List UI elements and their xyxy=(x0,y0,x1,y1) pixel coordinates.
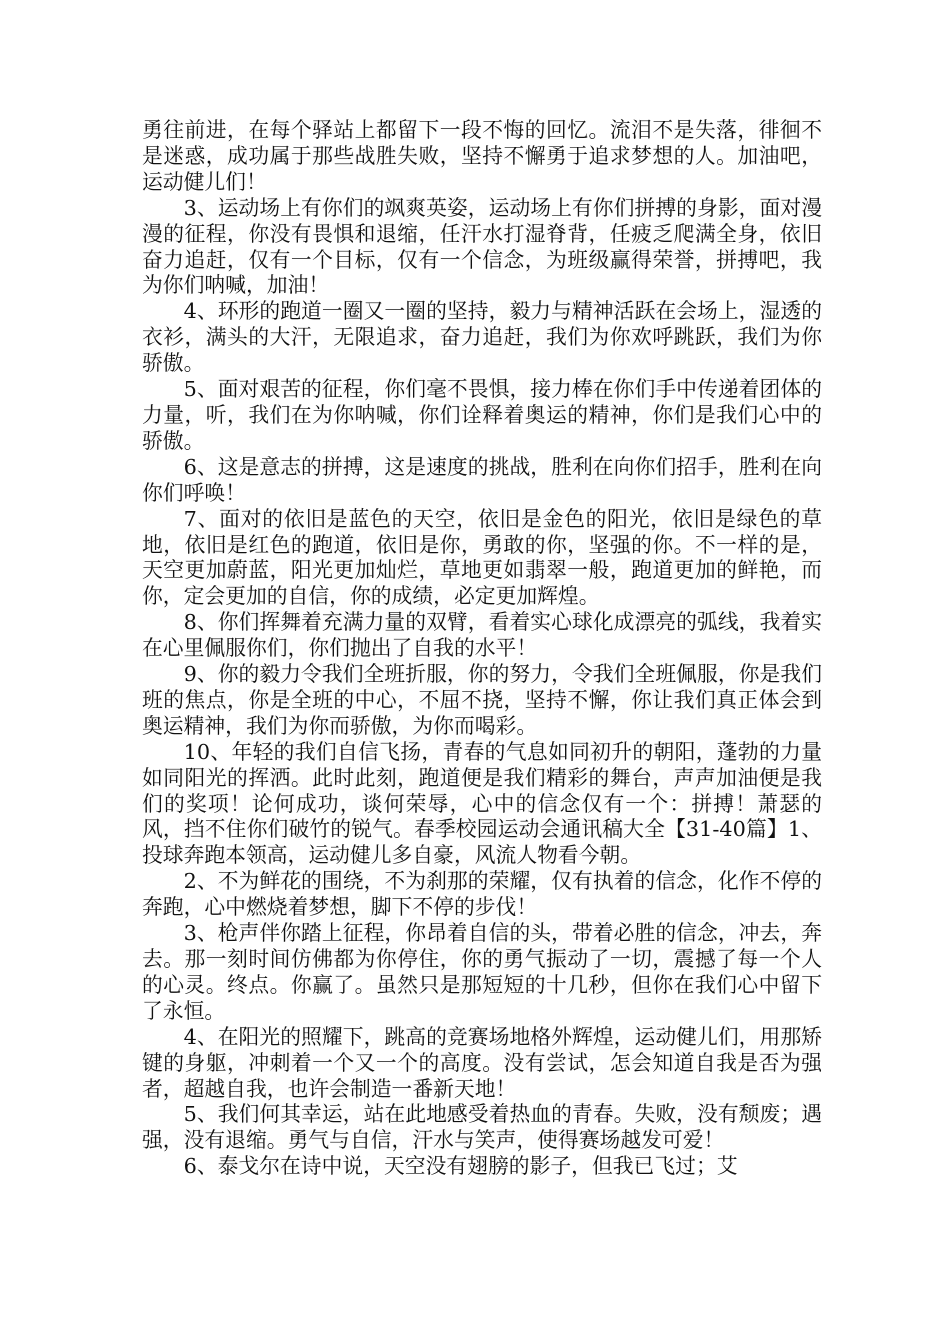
paragraph-item-5b: 5、我们何其幸运，站在此地感受着热血的青春。失败，没有颓废；遇强，没有退缩。勇气与自信，汗水与笑声，使得赛场越发可爱！ xyxy=(142,1102,822,1153)
document-page xyxy=(142,118,822,1180)
paragraph-item-7: 7、面对的依旧是蓝色的天空，依旧是金色的阳光，依旧是绿色的草地，依旧是红色的跑道，依旧是你，勇敢的你，坚强的你。不一样的是，天空更加蔚蓝，阳光更加灿烂，草地更如翡翠一般，跑道更加的鲜艳，而你，定会更加的自信，你的成绩，必定更加辉煌。 xyxy=(142,506,822,609)
paragraph-item-2b: 2、不为鲜花的围绕，不为刹那的荣耀，仅有执着的信念，化作不停的奔跑，心中燃烧着梦想，脚下不停的步伐！ xyxy=(142,869,822,920)
paragraph-item-9: 9、你的毅力令我们全班折服，你的努力，令我们全班佩服，你是我们班的焦点，你是全班的中心，不屈不挠，坚持不懈，你让我们真正体会到奥运精神，我们为你而骄傲，为你而喝彩。 xyxy=(142,662,822,738)
paragraph-item-10: 10、年轻的我们自信飞扬，青春的气息如同初升的朝阳，蓬勃的力量如同阳光的挥洒。此时此刻，跑道便是我们精彩的舞台，声声加油便是我们的奖项！论何成功，谈何荣辱，心中的信念仅有一个：拼搏！萧瑟的风，挡不住你们破竹的锐气。春季校园运动会通讯稿大全【31-40篇】1、投球奔跑本领高，运动健儿多自豪，风流人物看今朝。 xyxy=(142,739,822,868)
paragraph-item-6b: 6、泰戈尔在诗中说，天空没有翅膀的影子，但我已飞过；艾 xyxy=(183,1154,738,1179)
paragraph-item-6: 6、这是意志的拼搏，这是速度的挑战，胜利在向你们招手，胜利在向你们呼唤！ xyxy=(142,454,822,505)
paragraph-item-3b: 3、枪声伴你踏上征程，你昂着自信的头，带着必胜的信念，冲去，奔去。那一刻时间仿佛都为你停住，你的勇气振动了一切，震撼了每一个人的心灵。终点。你赢了。虽然只是那短短的十几秒，但你在我们心中留下了永恒。 xyxy=(142,921,822,1023)
paragraph-item-8: 8、你们挥舞着充满力量的双臂，看着实心球化成漂亮的弧线，我着实在心里佩服你们，你们抛出了自我的水平！ xyxy=(142,610,822,661)
paragraph-item-4: 4、环形的跑道一圈又一圈的坚持，毅力与精神活跃在会场上，湿透的衣衫，满头的大汗，无限追求，奋力追赶，我们为你欢呼跳跃，我们为你骄傲。 xyxy=(142,299,822,376)
paragraph-item-4b: 4、在阳光的照耀下，跳高的竞赛场地格外辉煌，运动健儿们，用那矫键的身躯，冲刺着一个又一个的高度。没有尝试，怎会知道自我是否为强者，超越自我，也许会制造一番新天地！ xyxy=(142,1024,822,1101)
paragraph-item-5: 5、面对艰苦的征程，你们毫不畏惧，接力棒在你们手中传递着团体的力量，听，我们在为你呐喊，你们诠释着奥运的精神，你们是我们心中的骄傲。 xyxy=(142,377,822,453)
paragraph-item-3: 3、运动场上有你们的飒爽英姿，运动场上有你们拼搏的身影，面对漫漫的征程，你没有畏惧和退缩，任汗水打湿脊背，任疲乏爬满全身，依旧奋力追赶，仅有一个目标，仅有一个信念，为班级赢得荣誉，拼搏吧，我为你们呐喊，加油！ xyxy=(142,195,822,298)
paragraph-continuation: 勇往前进，在每个驿站上都留下一段不悔的回忆。流泪不是失落，徘徊不是迷惑，成功属于那些战胜失败，坚持不懈勇于追求梦想的人。加油吧，运动健儿们！ xyxy=(142,118,822,194)
